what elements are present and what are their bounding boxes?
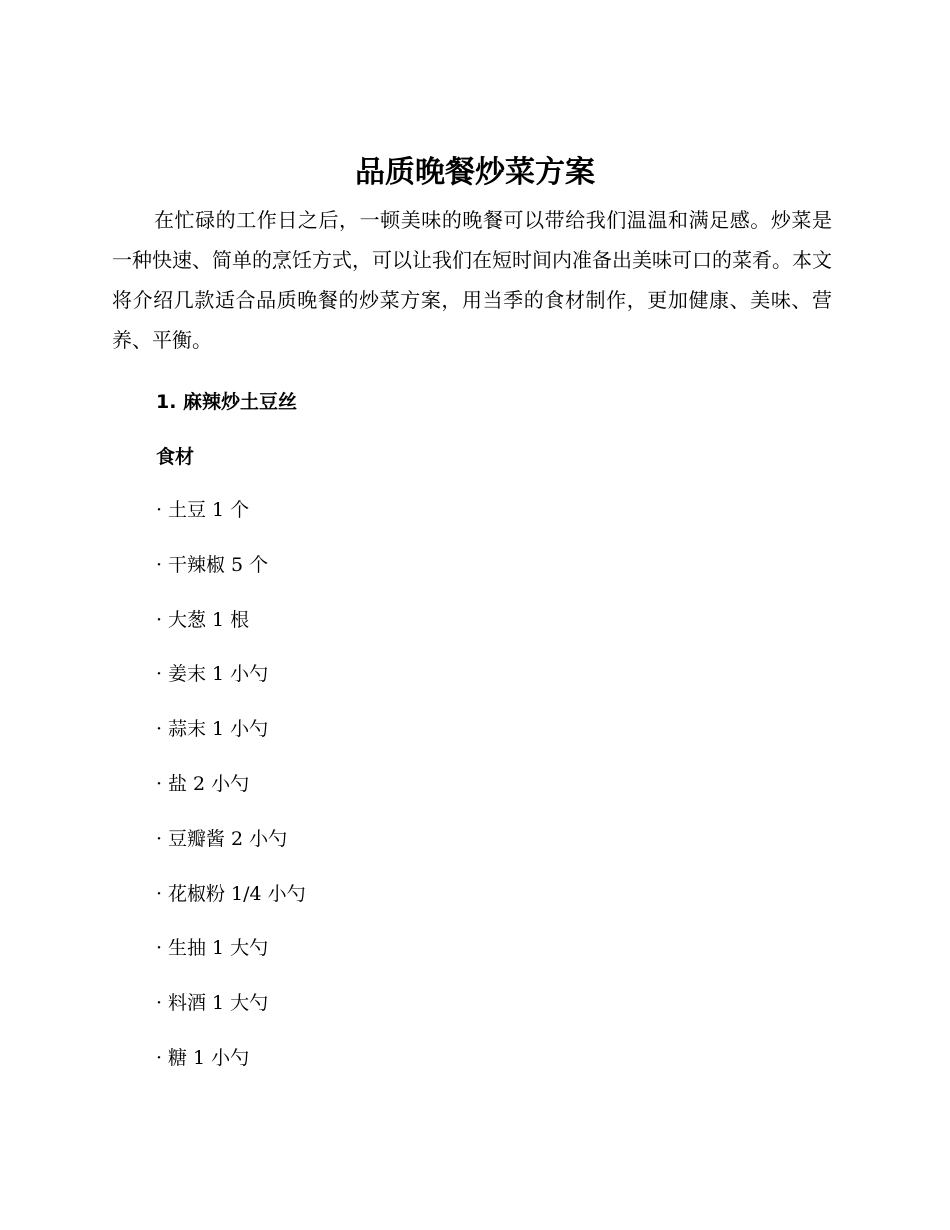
ingredient-text: 蒜末 1 小勺 (168, 718, 269, 741)
bullet-glyph: · (156, 772, 163, 795)
list-item (156, 712, 306, 767)
list-item (156, 493, 306, 548)
bullet-glyph: · (156, 992, 163, 1015)
list-item (156, 986, 306, 1041)
ingredient-text: 豆瓣酱 2 小勺 (168, 827, 288, 850)
list-item (156, 822, 306, 877)
list-item (156, 657, 306, 712)
list-item (156, 603, 306, 658)
ingredient-list (156, 493, 306, 1096)
bullet-glyph: · (156, 718, 163, 741)
intro-paragraph: 在忙碌的工作日之后，一顿美味的晚餐可以带给我们温温和满足感。炒菜是一种快速、简单的烹饪方式，可以让我们在短时间内准备出美味可口的菜肴。本文将介绍几款适合品质晚餐的炒菜方案，用当季的食材制作，更加健康、美味、营养、平衡。 (112, 208, 832, 352)
bullet-glyph: · (156, 499, 163, 521)
list-item (156, 1041, 306, 1096)
bullet-glyph: · (156, 553, 163, 576)
ingredient-text: 生抽 1 大勺 (168, 937, 269, 960)
ingredient-text: 料酒 1 大勺 (168, 992, 269, 1015)
ingredient-text: 土豆 1 个 (168, 499, 250, 521)
ingredients-heading: 食材 (156, 446, 195, 468)
ingredient-text: 花椒粉 1/4 小勺 (168, 882, 306, 905)
bullet-glyph: · (156, 608, 163, 631)
list-item (156, 877, 306, 932)
bullet-glyph: · (156, 937, 163, 960)
list-item (156, 767, 306, 822)
list-item (156, 548, 306, 603)
bullet-glyph: · (156, 663, 163, 686)
bullet-glyph: · (156, 827, 163, 850)
ingredient-text: 大葱 1 根 (168, 608, 250, 631)
ingredient-text: 姜末 1 小勺 (168, 663, 269, 686)
document-title: 品质晚餐炒菜方案 (355, 155, 595, 190)
bullet-glyph: · (156, 1046, 163, 1069)
recipe-heading: 1. 麻辣炒土豆丝 (156, 391, 298, 413)
ingredient-text: 盐 2 小勺 (168, 772, 250, 795)
ingredient-text: 糖 1 小勺 (168, 1046, 250, 1069)
ingredient-text: 干辣椒 5 个 (168, 553, 269, 576)
bullet-glyph: · (156, 882, 163, 905)
list-item (156, 931, 306, 986)
